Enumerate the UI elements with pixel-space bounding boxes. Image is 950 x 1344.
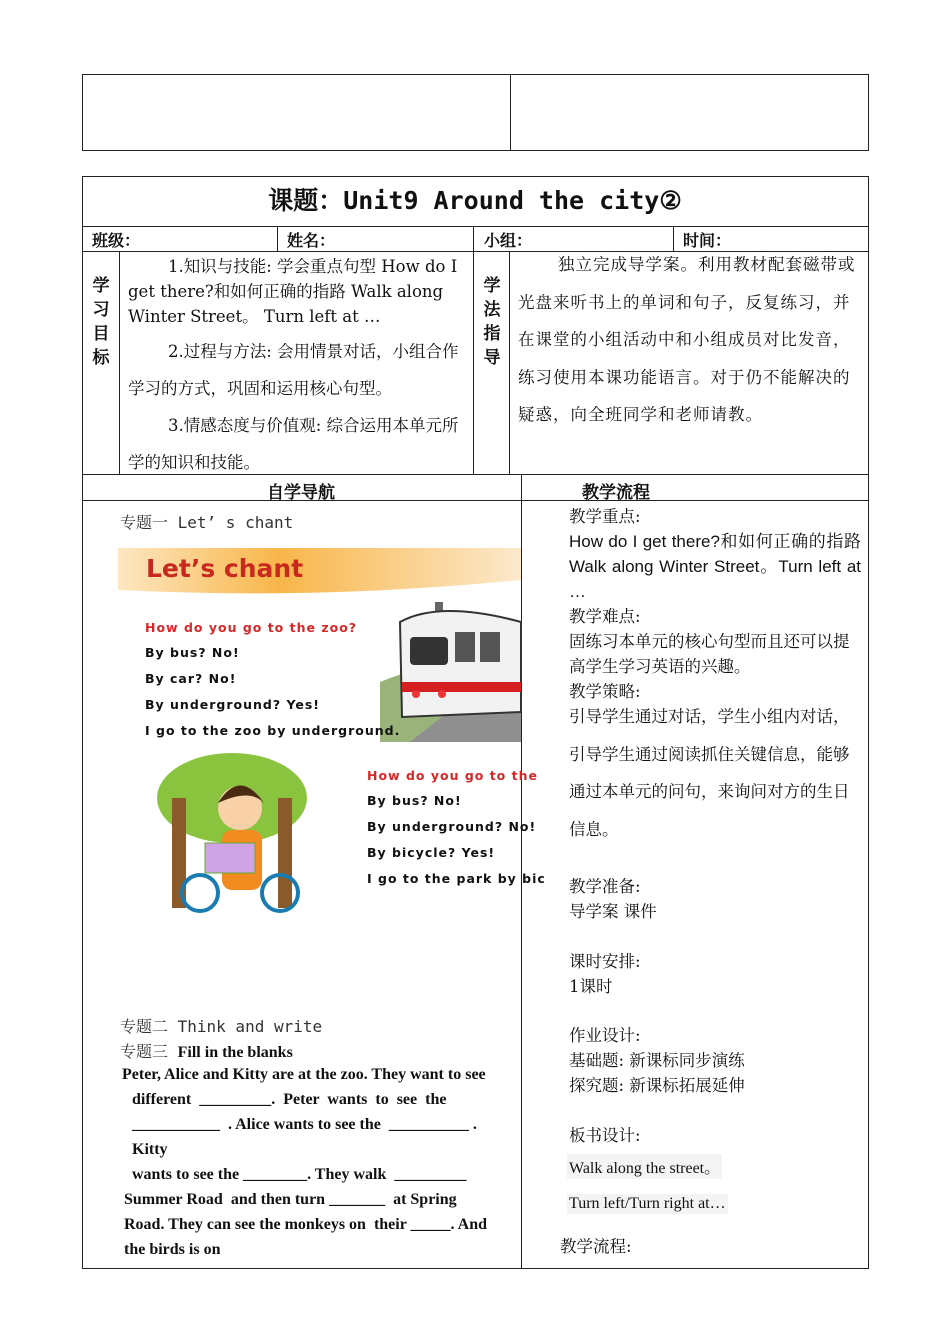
self-study-header: 自学导航	[267, 483, 335, 503]
method-guide: 独立完成导学案。利用教材配套磁带或光盘来听书上的单词和句子，反复练习，并在课堂的小组活动中和小组成员对比发音，练习使用本课功能语言。对于仍不能解决的疑惑，向全班同学和老师请教。	[518, 255, 856, 424]
train-picture	[380, 602, 521, 742]
strategy-text: 引导学生通过对话，学生小组内对话，引导学生通过阅读抓住关键信息，能够通过本单元的问句，来询问对方的生日信息。	[569, 707, 850, 839]
difficulty-text: 固练习本单元的核心句型而且还可以提高学生学习英语的兴趣。	[569, 632, 850, 676]
chant-b-line-3: By underground? No!	[367, 819, 537, 834]
chant-a-line-3: By car? No!	[145, 671, 237, 686]
page-title: 课题：Unit9 Around the city②	[268, 186, 682, 215]
focus-text: How do I get there?和如何正确的指路 Walk along Winter Street。Turn left at …	[569, 532, 861, 601]
time-label: 时间：	[683, 231, 732, 250]
flow-label: 教学流程:	[560, 1237, 632, 1256]
goal-process: 2.过程与方法: 会用情景对话，小组合作学习的方式，巩固和运用核心句型。	[128, 342, 459, 398]
teaching-flow-panel	[569, 504, 861, 848]
class-schedule: 课时安排: 1课时	[569, 952, 641, 996]
chant-b-line-4: By bicycle? Yes!	[367, 845, 496, 860]
focus-label: 教学重点:	[569, 507, 641, 526]
difficulty-label: 教学难点:	[569, 607, 641, 626]
group-label: 小组：	[484, 231, 533, 250]
strategy-label: 教学策略:	[569, 682, 641, 701]
goals-side-label: 学 习 目 标	[92, 276, 110, 368]
name-label: 姓名：	[287, 231, 336, 250]
topic-1: 专题一 Let’ s chant	[120, 513, 294, 532]
board-label: 板书设计:	[569, 1126, 641, 1145]
chant-illustration	[118, 540, 546, 910]
topic-2: 专题二 Think and write	[120, 1017, 323, 1036]
teaching-prep: 教学准备: 导学案 课件	[569, 877, 657, 921]
chant-a-line-1: How do you go to the zoo?	[145, 620, 358, 635]
chant-b-line-1: How do you go to the	[367, 768, 538, 783]
chant-a-line-2: By bus? No!	[145, 645, 240, 660]
teaching-flow-header: 教学流程	[582, 483, 650, 503]
chant-b-line-5: I go to the park by bic	[367, 871, 546, 886]
learning-goals	[128, 254, 468, 481]
chant-a-line-4: By underground? Yes!	[145, 697, 320, 712]
topic-3: 专题三 Fill in the blanks	[120, 1042, 293, 1061]
homework-design: 作业设计: 基础题: 新课标同步演练 探究题: 新课标拓展延伸	[569, 1026, 745, 1095]
board-line-2: Turn left/Turn right at…	[569, 1195, 726, 1212]
guide-side-label: 学 法 指 导	[483, 276, 501, 368]
fill-blanks-passage: Peter, Alice and Kitty are at the zoo. They want to see different _________. Peter wants to see the ___________ . Alice wants to see the __________ . Kitty wants to see the ________. They walk _________ Summer Road and then turn _______ at Spring Road. They can see the monkeys on their _____. And the birds is on	[122, 1066, 487, 1258]
goal-knowledge: 1.知识与技能: 学会重点句型 How do I get there?和如何正确的指路 Walk along Winter Street。 Turn left at …	[128, 257, 458, 326]
chant-a-line-5: I go to the zoo by underground.	[145, 723, 401, 738]
goal-emotion: 3.情感态度与价值观: 综合运用本单元所学的知识和技能。	[128, 416, 459, 472]
girl-on-bicycle	[157, 753, 307, 911]
class-label: 班级：	[92, 231, 141, 250]
chant-heading: Let’s chant	[146, 554, 304, 583]
chant-b-line-2: By bus? No!	[367, 793, 462, 808]
board-line-1: Walk along the street。	[567, 1154, 722, 1179]
